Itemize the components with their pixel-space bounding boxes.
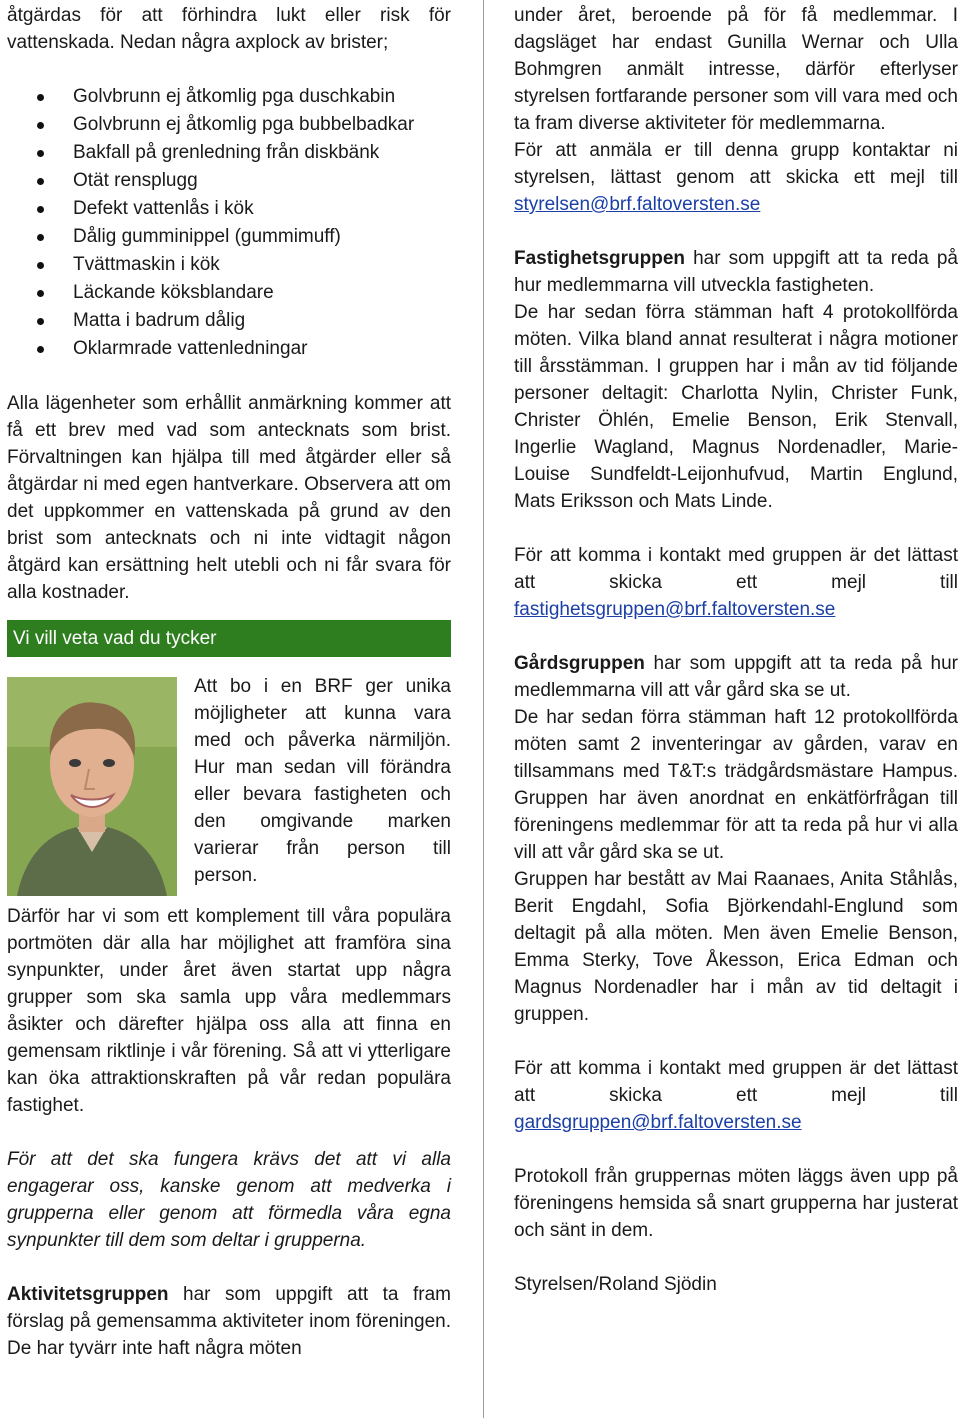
property-group-email-link[interactable]: fastighetsgruppen@brf.faltoversten.se xyxy=(514,599,836,620)
activity-group-paragraph xyxy=(7,1281,451,1362)
board-email-link[interactable]: styrelsen@brf.faltoversten.se xyxy=(514,194,761,215)
photo-caption-text: Att bo i en BRF ger unika möjligheter att kunna vara med och påverka närmiljön. Hur man sedan vill förändra eller bevara fastigheten och den omgivande marken varierar från person till person. xyxy=(194,676,451,886)
list-item: Bakfall på grenledning från diskbänk xyxy=(7,139,451,167)
list-item: Oklarmrade vattenledningar xyxy=(7,335,451,363)
list-item: Defekt vattenlås i kök xyxy=(7,195,451,223)
property-contact: För att komma i kontakt med gruppen är det lättast att skicka ett mejl till fastighetsgruppen@brf.faltoversten.se xyxy=(514,545,958,620)
column-divider xyxy=(483,0,484,1418)
intro-paragraph: åtgärdas för att förhindra lukt eller risk för vattenskada. Nedan några axplock av brister; xyxy=(7,5,451,53)
property-group-paragraph: Fastighetsgruppen har som uppgift att ta reda på hur medlemmarna vill utveckla fastigheten. xyxy=(514,248,958,296)
right-column xyxy=(514,0,958,1298)
section-banner: Vi vill veta vad du tycker xyxy=(7,620,451,657)
protocol-note: Protokoll från gruppernas möten läggs även upp på föreningens hemsida så snart grupperna har justerat och sänt in dem. xyxy=(514,1166,958,1241)
signature: Styrelsen/Roland Sjödin xyxy=(514,1274,717,1295)
activity-group-title: Aktivitetsgruppen xyxy=(7,1284,169,1305)
portrait-photo xyxy=(7,677,177,896)
list-item: Tvättmaskin i kök xyxy=(7,251,451,279)
list-item: Golvbrunn ej åtkomlig pga bubbelbadkar xyxy=(7,111,451,139)
groups-paragraph: Därför har vi som ett komplement till våra populära portmöten där alla har möjlighet att framföra sina synpunkter, under året även startat upp några grupper som ska samla upp våra medlemmars åsikter och därefter hjälpa oss alla att finna en gemensam riktlinje i vår förening. Så att vi ytterligare kan öka attraktionskraften på vår redan populära fastighet. xyxy=(7,906,451,1116)
list-item: Golvbrunn ej åtkomlig pga duschkabin xyxy=(7,83,451,111)
list-item: Dålig gumminippel (gummimuff) xyxy=(7,223,451,251)
engagement-paragraph: För att det ska fungera krävs det att vi alla engagerar oss, kanske genom att medverka i grupperna eller genom att förmedla våra egna synpunkter till dem som deltar i grupperna. xyxy=(7,1149,451,1251)
yard-group-title: Gårdsgruppen xyxy=(514,653,645,674)
property-group-title: Fastighetsgruppen xyxy=(514,248,686,269)
yard-members-paragraph: Gruppen har bestått av Mai Raanaes, Anita Ståhlås, Berit Engdahl, Sofia Björkendahl-Englund som deltagit på alla möten. Men även Emelie Benson, Emma Sterky, Tove Åkesson, Erica Edman och Magnus Nordenadler har i mån av tid deltagit i gruppen. xyxy=(514,869,958,1025)
photo-row xyxy=(7,677,451,903)
activity-continued: under året, beroende på för få medlemmar. I dagsläget har endast Gunilla Wernar och Ulla Bohmgren anmält intresse, därför efterlyser styrelsen fortfarande personer som vill vara med och ta fram diverse aktiviteter för medlemmarna. xyxy=(514,5,958,134)
list-item: Matta i badrum dålig xyxy=(7,307,451,335)
yard-group-paragraph: Gårdsgruppen har som uppgift att ta reda på hur medlemmarna vill att vår gård ska se ut. xyxy=(514,653,958,701)
yard-group-email-link[interactable]: gardsgruppen@brf.faltoversten.se xyxy=(514,1112,802,1133)
yard-contact: För att komma i kontakt med gruppen är det lättast att skicka ett mejl till gardsgruppen@brf.faltoversten.se xyxy=(514,1058,958,1133)
list-item: Otät rensplugg xyxy=(7,167,451,195)
yard-meetings-paragraph: De har sedan förra stämman haft 12 protokollförda möten samt 2 inventeringar av gården, varav en tillsammans med T&T:s trädgårdsmästare Hampus. Gruppen har även anordnat en enkätförfrågan till föreningens medlemmar för att ta reda på hur vi alla vill att vår gård ska se ut. xyxy=(514,707,958,863)
remarks-paragraph: Alla lägenheter som erhållit anmärkning kommer att få ett brev med vad som antecknats som brist. Förvaltningen kan hjälpa till med åtgärder eller så åtgärdar ni med egen hantverkare. Observera att om det uppkommer en vattenskada på grund av den brist som antecknats och ni inte vidtagit någon åtgärd kan ersättning helt utebli och ni får svara för alla kostnader. xyxy=(7,393,451,603)
property-meetings-paragraph: De har sedan förra stämman haft 4 protokollförda möten. Vilka bland annat resulterat i några motioner till årsstämman. I gruppen har i mån av tid följande personer deltagit: Charlotta Nylin, Christer Funk, Christer Öhlén, Emelie Benson, Erik Stenvall, Ingerlie Wagland, Magnus Nordenadler, Marie-Louise Sundfeldt-Leijonhufvud, Martin Englund, Mats Eriksson och Mats Linde. xyxy=(514,302,958,512)
activity-contact: För att anmäla er till denna grupp kontaktar ni styrelsen, lättast genom att skicka ett mejl till styrelsen@brf.faltoversten.se xyxy=(514,140,958,215)
left-column xyxy=(7,0,451,1362)
list-item: Läckande köksblandare xyxy=(7,279,451,307)
defect-list xyxy=(7,83,451,363)
activity-group-text: har som uppgift att ta fram förslag på gemensamma aktiviteter inom föreningen. De har tyvärr inte haft några möten xyxy=(7,1284,451,1359)
portrait-illustration xyxy=(7,677,177,896)
